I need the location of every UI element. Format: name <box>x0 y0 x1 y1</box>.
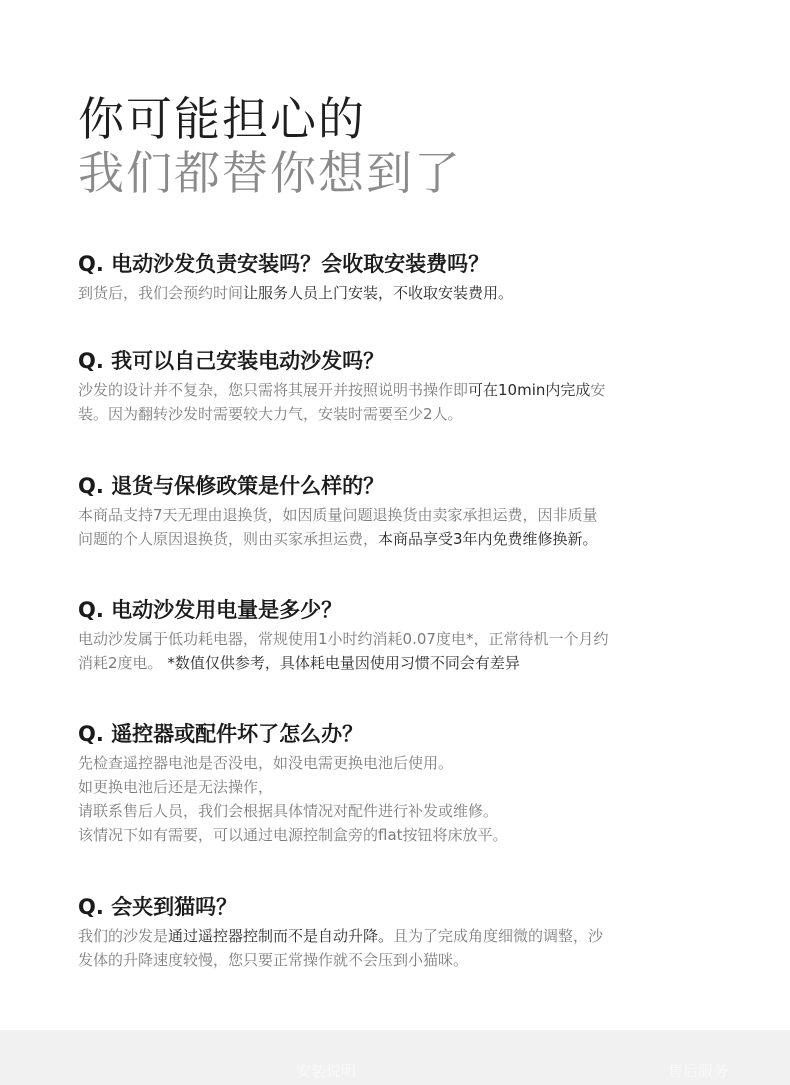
faq-answer <box>78 378 718 426</box>
answer-text: 沙发的设计并不复杂，您只需将其展开并按照说明书操作即 <box>78 381 469 399</box>
answer-line <box>78 527 718 551</box>
answer-line <box>78 402 718 426</box>
answer-line <box>78 924 718 948</box>
faq-item <box>78 893 718 972</box>
page-heading <box>78 92 462 200</box>
answer-line <box>78 378 718 402</box>
faq-answer <box>78 503 718 551</box>
answer-text: 到货后，我们会预约时间 <box>78 284 244 302</box>
footer-band <box>0 1030 790 1085</box>
answer-text: 发体的升降速度较慢，您只要正常操作就不会压到小猫咪。 <box>78 951 469 969</box>
answer-text: 如更换电池后还是无法操作， <box>78 778 274 796</box>
answer-line <box>78 503 718 527</box>
faq-question: Q. 电动沙发负责安装吗？会收取安装费吗？ <box>78 252 490 276</box>
faq-question: Q. 电动沙发用电量是多少？ <box>78 598 343 622</box>
answer-line <box>78 281 718 305</box>
answer-text: 我们的沙发是 <box>78 927 169 945</box>
answer-emphasis: 通过遥控器控制而不是自动升降。 <box>168 927 394 945</box>
answer-emphasis: 本商品享受3年内免费维修换新。 <box>378 530 598 548</box>
faq-item <box>78 472 718 551</box>
answer-line <box>78 627 718 651</box>
answer-text: 消耗2度电。 <box>78 654 163 672</box>
answer-line <box>78 775 718 799</box>
answer-text: 装。因为翻转沙发时需要较大力气，安装时需要至少2人。 <box>78 405 463 423</box>
answer-line <box>78 799 718 823</box>
faq-item <box>78 250 718 305</box>
answer-text: 本商品支持7天无理由退换货，如因质量问题退换货由卖家承担运费，因非质量 <box>78 506 598 524</box>
heading-line-1: 你可能担心的 <box>78 92 366 146</box>
faq-question: Q. 我可以自己安装电动沙发吗？ <box>78 349 385 373</box>
footer-right-text: 售后服务 <box>668 1062 729 1080</box>
faq-question: Q. 退货与保修政策是什么样的？ <box>78 474 385 498</box>
answer-text: 该情况下如有需要，可以通过电源控制盒旁的flat按钮将床放平。 <box>78 826 508 844</box>
answer-text: 先检查遥控器电池是否没电，如没电需更换电池后使用。 <box>78 754 454 772</box>
faq-answer <box>78 751 718 847</box>
faq-item <box>78 347 718 426</box>
answer-emphasis: *数值仅供参考，具体耗电量因使用习惯不同会有差异 <box>167 654 520 672</box>
answer-emphasis: 让服务人员上门安装，不收取安装费用。 <box>243 284 514 302</box>
answer-line <box>78 823 718 847</box>
faq-question: Q. 会夹到猫吗？ <box>78 895 238 919</box>
answer-text: 问题的个人原因退换货，则由买家承担运费， <box>78 530 379 548</box>
faq-answer <box>78 924 718 972</box>
answer-line <box>78 948 718 972</box>
faq-answer <box>78 281 718 305</box>
answer-text: 请联系售后人员，我们会根据具体情况对配件进行补发或维修。 <box>78 802 499 820</box>
faq-item <box>78 720 718 847</box>
answer-line <box>78 651 718 675</box>
footer-left-text: 安装说明 <box>296 1062 357 1080</box>
faq-answer <box>78 627 718 675</box>
answer-text: 安 <box>590 381 606 399</box>
answer-text: 电动沙发属于低功耗电器，常规使用1小时约消耗0.07度电*，正常待机一个月约 <box>78 630 609 648</box>
answer-emphasis: 可在10min内完成 <box>468 381 591 399</box>
heading-line-2: 我们都替你想到了 <box>78 146 462 200</box>
answer-line <box>78 751 718 775</box>
faq-question: Q. 遥控器或配件坏了怎么办？ <box>78 722 364 746</box>
answer-text: 且为了完成角度细微的调整，沙 <box>393 927 604 945</box>
faq-item <box>78 596 718 675</box>
